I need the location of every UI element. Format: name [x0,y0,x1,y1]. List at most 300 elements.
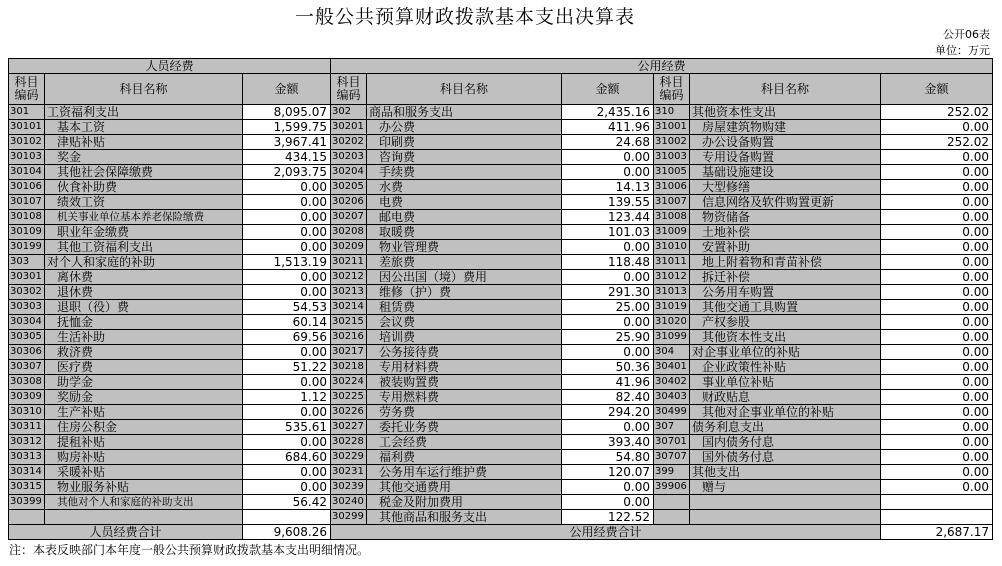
item-code: 30106 [9,180,45,195]
item-name: 津贴补贴 [45,135,243,150]
table-row [9,285,993,300]
item-code [654,495,690,510]
item-amount: 3,967.41 [243,135,331,150]
item-code: 31003 [654,150,690,165]
item-name: 房屋建筑物购建 [690,120,881,135]
item-code: 30208 [331,225,367,240]
item-amount: 120.07 [562,465,654,480]
item-code: 30108 [9,210,45,225]
item-name: 拆迁补偿 [690,270,881,285]
item-amount [243,510,331,525]
item-code: 30302 [9,285,45,300]
item-name: 其他对企事业单位的补贴 [690,405,881,420]
item-code: 30299 [331,510,367,525]
item-code: 30310 [9,405,45,420]
item-code: 30215 [331,315,367,330]
table-row [9,120,993,135]
table-row [9,375,993,390]
item-name: 咨询费 [367,150,562,165]
item-amount: 8,095.07 [243,105,331,120]
item-amount: 0.00 [243,195,331,210]
item-code: 30401 [654,360,690,375]
item-name: 劳务费 [367,405,562,420]
item-code: 31008 [654,210,690,225]
item-name [690,510,881,525]
item-name: 对个人和家庭的补助 [45,255,243,270]
item-code: 30305 [9,330,45,345]
item-code: 30229 [331,450,367,465]
item-code: 31005 [654,165,690,180]
item-code: 30209 [331,240,367,255]
col-name-header: 科目名称 [45,74,243,105]
item-amount: 0.00 [562,270,654,285]
public-total-label: 公用经费合计 [331,525,881,540]
item-code: 30307 [9,360,45,375]
item-amount: 252.02 [881,135,993,150]
item-name: 培训费 [367,330,562,345]
table-row [9,300,993,315]
item-code: 30311 [9,420,45,435]
table-body [9,105,993,525]
item-name: 邮电费 [367,210,562,225]
table-row [9,150,993,165]
item-amount: 50.36 [562,360,654,375]
item-code: 31010 [654,240,690,255]
item-code: 307 [654,420,690,435]
item-name: 被装购置费 [367,375,562,390]
item-amount: 56.42 [243,495,331,510]
col-amount-header: 金额 [562,74,654,105]
item-code: 31009 [654,225,690,240]
item-name: 债务利息支出 [690,420,881,435]
table-row [9,435,993,450]
item-name: 商品和服务支出 [367,105,562,120]
item-name: 信息网络及软件购置更新 [690,195,881,210]
item-name: 物资储备 [690,210,881,225]
item-name: 离休费 [45,270,243,285]
item-amount: 0.00 [881,255,993,270]
item-amount: 411.96 [562,120,654,135]
item-name: 抚恤金 [45,315,243,330]
item-code: 30207 [331,210,367,225]
item-name: 福利费 [367,450,562,465]
item-amount: 0.00 [243,405,331,420]
table-row [9,105,993,120]
item-name: 土地补偿 [690,225,881,240]
table-row [9,255,993,270]
table-row [9,195,993,210]
item-amount: 0.00 [881,240,993,255]
item-code: 30102 [9,135,45,150]
item-code: 30101 [9,120,45,135]
table-row [9,315,993,330]
item-name: 税金及附加费用 [367,495,562,510]
item-code: 30103 [9,150,45,165]
col-name-header: 科目名称 [367,74,562,105]
item-amount: 0.00 [243,270,331,285]
item-code: 30313 [9,450,45,465]
item-amount: 101.03 [562,225,654,240]
item-amount: 294.20 [562,405,654,420]
footnote: 注：本表反映部门本年度一般公共预算财政拨款基本支出明细情况。 [9,543,370,557]
item-name: 伙食补助费 [45,180,243,195]
item-code: 30312 [9,435,45,450]
item-amount: 684.60 [243,450,331,465]
item-name: 医疗费 [45,360,243,375]
item-amount: 2,435.16 [562,105,654,120]
table-row [9,465,993,480]
item-amount: 122.52 [562,510,654,525]
item-name: 公务用车购置 [690,285,881,300]
table-row [9,390,993,405]
expenditure-table [8,58,993,540]
item-code: 30309 [9,390,45,405]
item-code: 30201 [331,120,367,135]
table-row [9,270,993,285]
item-amount: 0.00 [243,240,331,255]
item-name: 地上附着物和青苗补偿 [690,255,881,270]
item-amount: 0.00 [881,150,993,165]
item-name: 国外债务付息 [690,450,881,465]
item-code: 31019 [654,300,690,315]
item-amount: 60.14 [243,315,331,330]
table-row [9,330,993,345]
item-code: 30301 [9,270,45,285]
item-code: 310 [654,105,690,120]
item-name: 其他交通工具购置 [690,300,881,315]
item-name: 国内债务付息 [690,435,881,450]
col-amount-header: 金额 [243,74,331,105]
table-row [9,405,993,420]
item-amount: 0.00 [881,405,993,420]
item-code: 31020 [654,315,690,330]
item-code: 30199 [9,240,45,255]
item-code: 301 [9,105,45,120]
col-code-header: 科目编码 [9,74,45,105]
item-amount: 54.53 [243,300,331,315]
col-name-header: 科目名称 [690,74,881,105]
item-name: 其他资本性支出 [690,330,881,345]
item-amount: 0.00 [881,195,993,210]
item-code: 30224 [331,375,367,390]
item-code: 30707 [654,450,690,465]
item-name: 会议费 [367,315,562,330]
item-amount: 0.00 [562,165,654,180]
item-amount: 1.12 [243,390,331,405]
item-amount: 118.48 [562,255,654,270]
item-name: 其他资本性支出 [690,105,881,120]
table-row [9,240,993,255]
item-name: 其他对个人和家庭的补助支出 [45,495,243,510]
item-amount: 0.00 [881,420,993,435]
table-row [9,450,993,465]
item-code: 30212 [331,270,367,285]
item-amount: 123.44 [562,210,654,225]
item-amount: 0.00 [243,210,331,225]
item-amount: 0.00 [243,435,331,450]
item-amount: 0.00 [562,150,654,165]
table-row [9,135,993,150]
item-amount: 82.40 [562,390,654,405]
item-name: 财政贴息 [690,390,881,405]
item-name: 绩效工资 [45,195,243,210]
item-code: 30202 [331,135,367,150]
col-amount-header: 金额 [881,74,993,105]
table-row [9,495,993,510]
item-amount: 41.96 [562,375,654,390]
item-name: 生产补贴 [45,405,243,420]
item-name: 生活补助 [45,330,243,345]
item-name: 赠与 [690,480,881,495]
item-code: 30228 [331,435,367,450]
item-code: 30109 [9,225,45,240]
item-code: 30107 [9,195,45,210]
item-name: 印刷费 [367,135,562,150]
table-row [9,180,993,195]
item-amount: 0.00 [881,360,993,375]
item-code: 30304 [9,315,45,330]
item-name: 专用材料费 [367,360,562,375]
item-amount: 0.00 [881,315,993,330]
item-amount: 393.40 [562,435,654,450]
item-code: 30314 [9,465,45,480]
item-name: 其他工资福利支出 [45,240,243,255]
page-title: 一般公共预算财政拨款基本支出决算表 [294,6,635,28]
item-amount: 0.00 [243,465,331,480]
item-code: 30315 [9,480,45,495]
item-name: 奖金 [45,150,243,165]
item-amount: 0.00 [243,375,331,390]
item-code: 31001 [654,120,690,135]
item-code [654,510,690,525]
form-code: 公开06表 [943,28,990,41]
table-row [9,345,993,360]
item-name: 奖励金 [45,390,243,405]
item-code: 31002 [654,135,690,150]
item-name [690,495,881,510]
item-code: 30231 [331,465,367,480]
item-code: 30217 [331,345,367,360]
item-amount: 0.00 [881,210,993,225]
item-amount: 0.00 [562,240,654,255]
public-total-value: 2,687.17 [881,525,993,540]
item-amount: 0.00 [881,450,993,465]
item-code: 30499 [654,405,690,420]
item-name: 其他交通费用 [367,480,562,495]
item-name: 取暖费 [367,225,562,240]
item-code [9,510,45,525]
unit-label: 单位：万元 [935,44,990,57]
item-code: 30213 [331,285,367,300]
item-name: 事业单位补贴 [690,375,881,390]
item-amount: 25.00 [562,300,654,315]
item-amount: 0.00 [881,165,993,180]
item-amount: 0.00 [243,225,331,240]
item-code: 30204 [331,165,367,180]
item-amount: 2,093.75 [243,165,331,180]
item-code: 30104 [9,165,45,180]
item-name: 工会经费 [367,435,562,450]
item-name: 退职（役）费 [45,300,243,315]
item-name: 公务接待费 [367,345,562,360]
item-name: 专用燃料费 [367,390,562,405]
table-row [9,165,993,180]
item-code: 30216 [331,330,367,345]
item-code: 31012 [654,270,690,285]
item-name: 采暖补贴 [45,465,243,480]
item-name: 委托业务费 [367,420,562,435]
item-code: 31011 [654,255,690,270]
item-name: 工资福利支出 [45,105,243,120]
item-name: 退休费 [45,285,243,300]
item-name: 企业政策性补贴 [690,360,881,375]
item-code: 31007 [654,195,690,210]
item-code: 30399 [9,495,45,510]
item-code: 30402 [654,375,690,390]
item-amount: 69.56 [243,330,331,345]
table-row [9,480,993,495]
item-amount: 1,513.19 [243,255,331,270]
item-code: 30218 [331,360,367,375]
item-name: 基础设施建设 [690,165,881,180]
table-row [9,510,993,525]
col-code-header: 科目编码 [654,74,690,105]
item-code: 30239 [331,480,367,495]
col-code-header: 科目编码 [331,74,367,105]
item-name: 办公设备购置 [690,135,881,150]
item-name: 基本工资 [45,120,243,135]
item-amount: 0.00 [881,300,993,315]
item-name: 电费 [367,195,562,210]
item-amount: 0.00 [881,345,993,360]
item-amount: 0.00 [881,225,993,240]
item-amount: 434.15 [243,150,331,165]
item-amount: 0.00 [881,480,993,495]
item-amount: 0.00 [881,435,993,450]
item-amount: 0.00 [562,345,654,360]
item-amount: 54.80 [562,450,654,465]
item-amount: 0.00 [881,270,993,285]
item-name: 其他支出 [690,465,881,480]
item-amount: 51.22 [243,360,331,375]
item-name: 公务用车运行维护费 [367,465,562,480]
item-amount: 24.68 [562,135,654,150]
item-name: 水费 [367,180,562,195]
item-name: 因公出国（境）费用 [367,270,562,285]
item-code: 31013 [654,285,690,300]
table-row [9,210,993,225]
item-code: 30303 [9,300,45,315]
personnel-total-value: 9,608.26 [243,525,331,540]
table-row [9,225,993,240]
item-amount: 0.00 [881,180,993,195]
item-name: 住房公积金 [45,420,243,435]
item-name: 物业管理费 [367,240,562,255]
item-code: 30306 [9,345,45,360]
item-amount: 0.00 [243,345,331,360]
item-code: 30206 [331,195,367,210]
item-amount: 1,599.75 [243,120,331,135]
item-amount: 0.00 [562,315,654,330]
item-name: 差旅费 [367,255,562,270]
item-code: 30227 [331,420,367,435]
item-name: 租赁费 [367,300,562,315]
item-amount: 0.00 [243,480,331,495]
item-code: 30225 [331,390,367,405]
item-code: 30308 [9,375,45,390]
item-amount: 25.90 [562,330,654,345]
item-name: 其他社会保障缴费 [45,165,243,180]
item-code: 30403 [654,390,690,405]
personnel-total-label: 人员经费合计 [9,525,243,540]
public-header: 公用经费 [331,59,993,74]
item-name: 物业服务补贴 [45,480,243,495]
item-amount: 139.55 [562,195,654,210]
item-amount: 252.02 [881,105,993,120]
item-code: 30211 [331,255,367,270]
item-name: 产权参股 [690,315,881,330]
item-amount: 14.13 [562,180,654,195]
item-name: 助学金 [45,375,243,390]
item-amount: 0.00 [562,480,654,495]
item-code: 302 [331,105,367,120]
item-amount: 0.00 [881,465,993,480]
item-name: 办公费 [367,120,562,135]
table-row [9,360,993,375]
item-amount: 0.00 [881,120,993,135]
personnel-header: 人员经费 [9,59,331,74]
item-amount: 0.00 [881,285,993,300]
item-name: 职业年金缴费 [45,225,243,240]
item-code: 31006 [654,180,690,195]
item-amount: 0.00 [881,390,993,405]
item-code: 39906 [654,480,690,495]
table-row [9,420,993,435]
item-amount: 0.00 [881,330,993,345]
item-code: 30205 [331,180,367,195]
item-amount: 0.00 [243,180,331,195]
item-name: 手续费 [367,165,562,180]
item-name: 维修（护）费 [367,285,562,300]
item-amount [881,510,993,525]
item-amount [881,495,993,510]
item-name: 对企事业单位的补贴 [690,345,881,360]
item-amount: 0.00 [881,375,993,390]
item-code: 30203 [331,150,367,165]
item-code: 303 [9,255,45,270]
item-code: 30226 [331,405,367,420]
item-name: 救济费 [45,345,243,360]
item-amount: 0.00 [562,420,654,435]
item-amount: 0.00 [243,285,331,300]
item-name: 提租补贴 [45,435,243,450]
item-code: 30701 [654,435,690,450]
item-name: 机关事业单位基本养老保险缴费 [45,210,243,225]
item-name [45,510,243,525]
item-amount: 0.00 [562,495,654,510]
item-name: 购房补贴 [45,450,243,465]
item-name: 其他商品和服务支出 [367,510,562,525]
item-name: 安置补助 [690,240,881,255]
item-code: 30240 [331,495,367,510]
item-amount: 535.61 [243,420,331,435]
item-code: 31099 [654,330,690,345]
item-name: 专用设备购置 [690,150,881,165]
item-name: 大型修缮 [690,180,881,195]
item-code: 399 [654,465,690,480]
item-code: 304 [654,345,690,360]
item-code: 30214 [331,300,367,315]
